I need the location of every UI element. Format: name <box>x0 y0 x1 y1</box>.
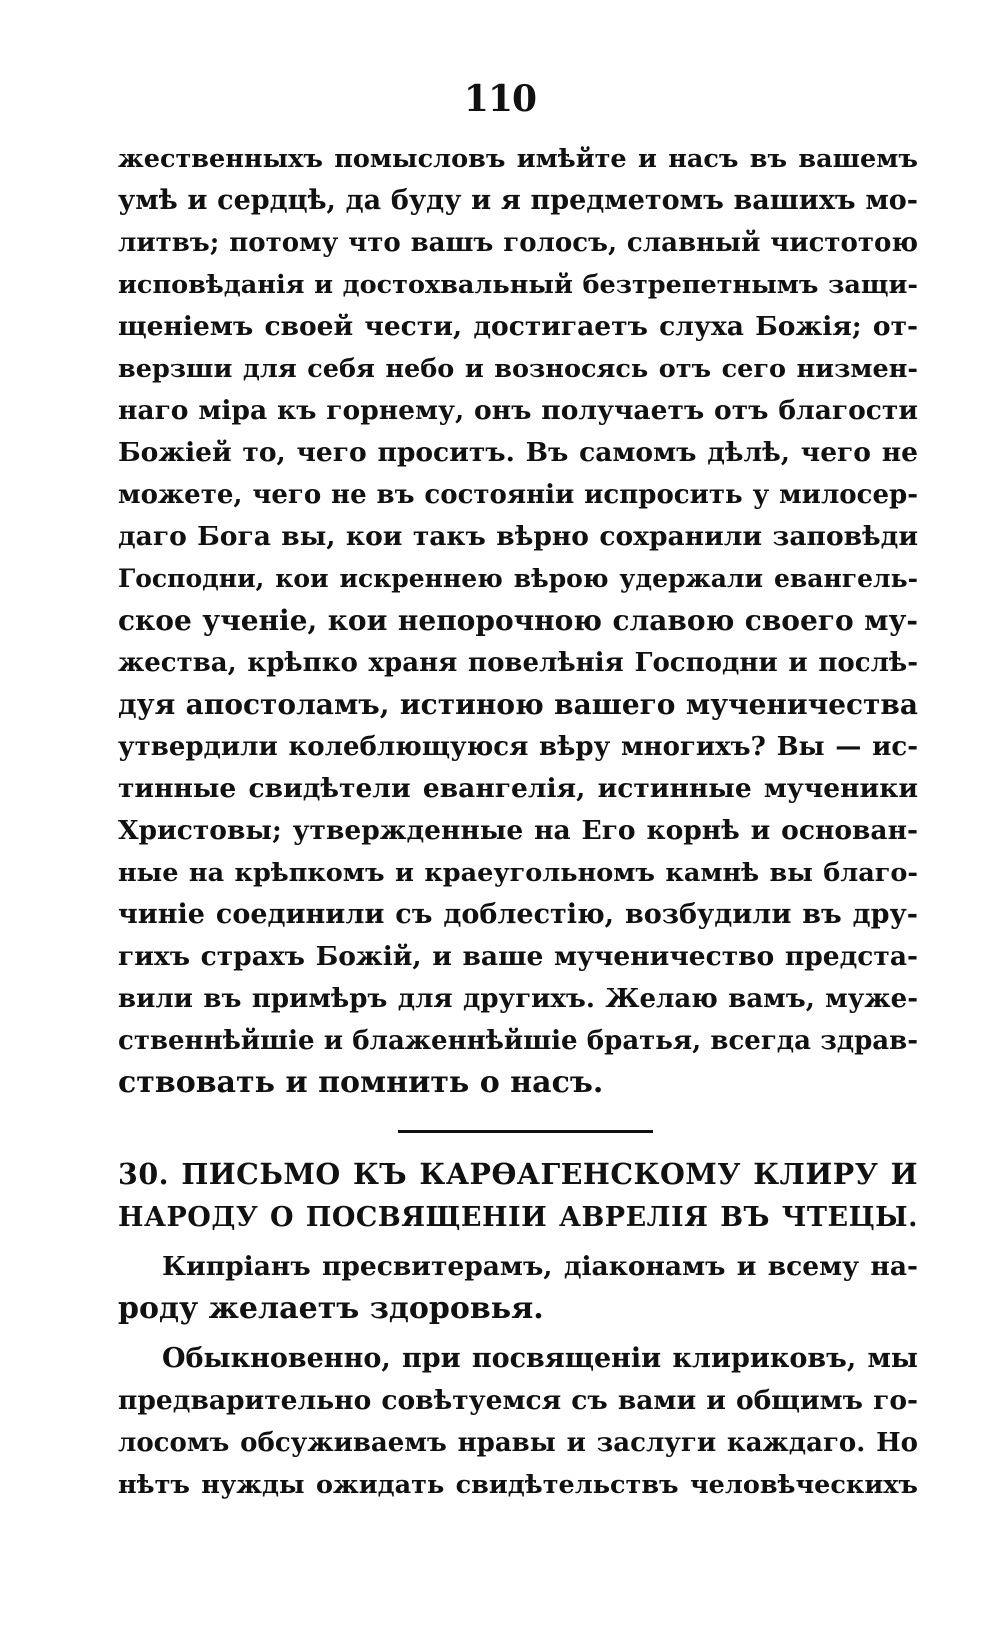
text-line: Обыкновенно, при посвященіи клириковъ, мы <box>162 1343 918 1374</box>
text-line: Господни, кои искреннею вѣрою удержали евангель- <box>118 564 918 593</box>
text-line: щеніемъ своей чести, достигаетъ слуха Божія; от- <box>118 311 918 342</box>
text-line: литвъ; потому что вашъ голосъ, славный чистотою <box>118 228 918 258</box>
text-line: жества, крѣпко храня повелѣнія Господни и послѣ- <box>118 648 918 678</box>
heading-line: НАРОДУ О ПОСВЯЩЕНІИ АВРЕЛІЯ ВЪ ЧТЕЦЫ. <box>118 1202 918 1233</box>
text-line: жественныхъ помысловъ имѣйте и насъ въ вашемъ <box>118 144 918 174</box>
text-line: гихъ страхъ Божій, и ваше мученичество предста- <box>118 941 918 972</box>
text-line: ствовать и помнить о насъ. <box>118 1065 604 1100</box>
text-line: Кипріанъ пресвитерамъ, діаконамъ и всему на- <box>162 1251 918 1282</box>
text-line: Божіей то, чего проситъ. Въ самомъ дѣлѣ, чего не <box>118 437 918 468</box>
salutation-paragraph <box>118 1246 918 1330</box>
text-line: чиніе соединили съ доблестію, возбудили въ дру- <box>118 899 918 930</box>
text-line: верзши для себя небо и возносясь отъ сего низмен- <box>118 354 918 384</box>
continued-paragraph <box>118 138 918 1104</box>
text-line: даго Бога вы, кои такъ вѣрно сохранили заповѣди <box>118 521 918 552</box>
text-line: ское ученіе, кои непорочною славою своего му- <box>118 604 918 637</box>
section-divider <box>398 1130 653 1133</box>
text-line: наго міра къ горнему, онъ получаетъ отъ благости <box>118 395 918 426</box>
text-line: тинные свидѣтели евангелія, истинные мученики <box>118 773 918 804</box>
text-line: ные на крѣпкомъ и краеугольномъ камнѣ вы благо- <box>118 858 918 888</box>
text-line: Христовы; утвержденные на Его корнѣ и основан- <box>118 815 918 846</box>
text-line: предварительно совѣтуемся съ вами и общимъ го- <box>118 1385 918 1416</box>
text-line: ственнѣйшіе и блаженнѣйшіе братья, всегда здрав- <box>118 1026 918 1056</box>
text-line: утвердили колеблющуюся вѣру многихъ? Вы — ис- <box>118 732 918 762</box>
text-line: вили въ примѣръ для другихъ. Желаю вамъ, муже- <box>118 984 918 1014</box>
text-line: роду желаетъ здоровья. <box>118 1291 544 1326</box>
section-heading <box>118 1152 918 1240</box>
heading-line: 30. ПИСЬМО КЪ КАРѲАГЕНСКОМУ КЛИРУ И <box>118 1157 918 1191</box>
text-line: исповѣданія и достохвальный безтрепетнымъ защи- <box>118 270 918 300</box>
text-line: лосомъ обсуживаемъ нравы и заслуги каждаго. Но <box>118 1428 918 1458</box>
body-paragraph <box>118 1338 918 1506</box>
text-line: можете, чего не въ состояніи испросить у милосер- <box>118 480 918 510</box>
page-number: 110 <box>463 78 537 120</box>
text-line: умѣ и сердцѣ, да буду и я предметомъ вашихъ мо- <box>118 185 918 216</box>
text-line: дуя апостоламъ, истиною вашего мученичества <box>118 688 918 721</box>
text-line: нѣтъ нужды ожидать свидѣтельствъ человѣческихъ <box>118 1470 918 1500</box>
